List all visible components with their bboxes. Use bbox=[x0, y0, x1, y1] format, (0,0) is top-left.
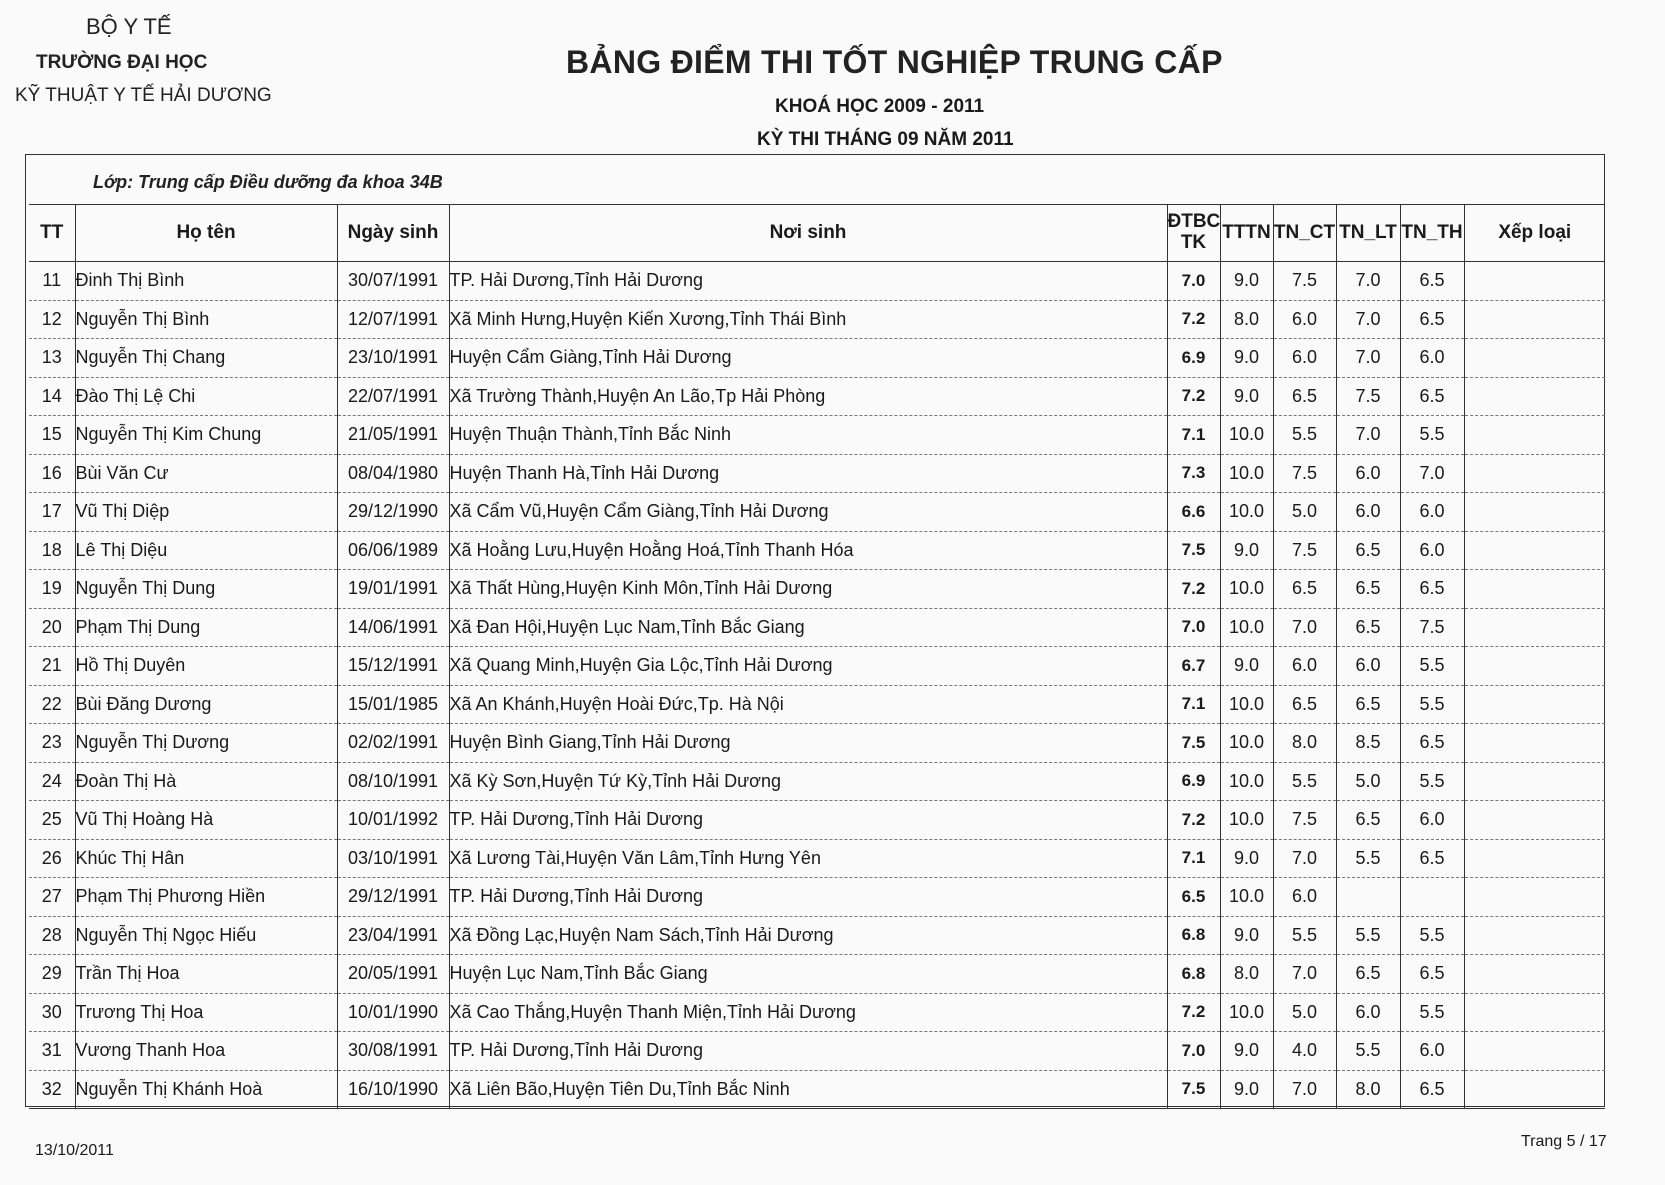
cell-place: Xã Đồng Lạc,Huyện Nam Sách,Tỉnh Hải Dương bbox=[449, 916, 1167, 955]
cell-avg: 6.6 bbox=[1167, 493, 1220, 532]
cell-place: Xã Cẩm Vũ,Huyện Cẩm Giàng,Tỉnh Hải Dương bbox=[449, 493, 1167, 532]
table-row bbox=[29, 493, 1605, 532]
header-avg-line1: ĐTBC bbox=[1167, 211, 1221, 233]
header-tn-ct: TN_CT bbox=[1273, 205, 1336, 262]
cell-tn-lt: 6.0 bbox=[1336, 454, 1400, 493]
org-name-ministry: BỘ Y TẾ bbox=[86, 14, 172, 39]
header-dob: Ngày sinh bbox=[337, 205, 449, 262]
table-row bbox=[29, 1032, 1605, 1071]
cell-tn-ct: 7.0 bbox=[1273, 608, 1336, 647]
cell-tn-ct: 6.0 bbox=[1273, 300, 1336, 339]
grades-table bbox=[29, 204, 1605, 1109]
cell-dob: 23/10/1991 bbox=[337, 339, 449, 378]
cell-tn-ct: 4.0 bbox=[1273, 1032, 1336, 1071]
cell-rank bbox=[1464, 262, 1605, 301]
cell-name: Trần Thị Hoa bbox=[75, 955, 337, 994]
table-row bbox=[29, 262, 1605, 301]
cell-tn-th: 6.0 bbox=[1400, 531, 1464, 570]
cell-dob: 14/06/1991 bbox=[337, 608, 449, 647]
header-rank: Xếp loại bbox=[1464, 205, 1605, 262]
cell-tn-lt: 5.0 bbox=[1336, 762, 1400, 801]
cell-tn-th: 5.5 bbox=[1400, 916, 1464, 955]
cell-name: Vương Thanh Hoa bbox=[75, 1032, 337, 1071]
cell-tn-th: 6.5 bbox=[1400, 839, 1464, 878]
cell-avg: 7.0 bbox=[1167, 1032, 1220, 1071]
cell-tn-lt: 7.0 bbox=[1336, 262, 1400, 301]
cell-tn-lt: 7.0 bbox=[1336, 416, 1400, 455]
cell-dob: 22/07/1991 bbox=[337, 377, 449, 416]
cell-dob: 02/02/1991 bbox=[337, 724, 449, 763]
header-tn-lt: TN_LT bbox=[1336, 205, 1400, 262]
cell-tn-ct: 5.5 bbox=[1273, 416, 1336, 455]
cell-avg: 7.2 bbox=[1167, 377, 1220, 416]
cell-name: Nguyễn Thị Khánh Hoà bbox=[75, 1070, 337, 1109]
cell-rank bbox=[1464, 993, 1605, 1032]
cell-rank bbox=[1464, 724, 1605, 763]
cell-tt: 27 bbox=[29, 878, 75, 917]
cell-tt: 18 bbox=[29, 531, 75, 570]
table-row bbox=[29, 454, 1605, 493]
cell-place: Xã Kỳ Sơn,Huyện Tứ Kỳ,Tỉnh Hải Dương bbox=[449, 762, 1167, 801]
cell-tn-lt: 7.0 bbox=[1336, 339, 1400, 378]
cell-place: Xã Đan Hội,Huyện Lục Nam,Tỉnh Bắc Giang bbox=[449, 608, 1167, 647]
cell-tn-th: 6.5 bbox=[1400, 955, 1464, 994]
cell-tn-lt: 6.5 bbox=[1336, 801, 1400, 840]
cell-rank bbox=[1464, 955, 1605, 994]
cell-place: Xã Thất Hùng,Huyện Kinh Môn,Tỉnh Hải Dương bbox=[449, 570, 1167, 609]
document-subtitle-course: KHOÁ HỌC 2009 - 2011 bbox=[775, 96, 985, 117]
cell-tn-lt: 7.5 bbox=[1336, 377, 1400, 416]
cell-avg: 7.5 bbox=[1167, 724, 1220, 763]
table-row bbox=[29, 1070, 1605, 1109]
cell-dob: 12/07/1991 bbox=[337, 300, 449, 339]
table-row bbox=[29, 955, 1605, 994]
cell-tn-th: 6.5 bbox=[1400, 724, 1464, 763]
cell-tt: 23 bbox=[29, 724, 75, 763]
cell-tttn: 9.0 bbox=[1220, 647, 1273, 686]
org-name-university: TRƯỜNG ĐẠI HỌC bbox=[36, 52, 208, 73]
cell-tn-ct: 7.5 bbox=[1273, 801, 1336, 840]
cell-tn-th: 6.0 bbox=[1400, 339, 1464, 378]
cell-place: Xã An Khánh,Huyện Hoài Đức,Tp. Hà Nội bbox=[449, 685, 1167, 724]
cell-tn-ct: 5.5 bbox=[1273, 762, 1336, 801]
cell-rank bbox=[1464, 647, 1605, 686]
header-place: Nơi sinh bbox=[449, 205, 1167, 262]
cell-place: TP. Hải Dương,Tỉnh Hải Dương bbox=[449, 801, 1167, 840]
header-name: Họ tên bbox=[75, 205, 337, 262]
cell-tt: 12 bbox=[29, 300, 75, 339]
cell-tn-ct: 6.0 bbox=[1273, 647, 1336, 686]
cell-name: Lê Thị Diệu bbox=[75, 531, 337, 570]
cell-rank bbox=[1464, 570, 1605, 609]
cell-tn-ct: 5.5 bbox=[1273, 916, 1336, 955]
table-row bbox=[29, 762, 1605, 801]
cell-tn-lt: 5.5 bbox=[1336, 916, 1400, 955]
cell-tttn: 9.0 bbox=[1220, 377, 1273, 416]
cell-tt: 16 bbox=[29, 454, 75, 493]
table-row bbox=[29, 647, 1605, 686]
cell-tn-lt: 6.5 bbox=[1336, 608, 1400, 647]
cell-tttn: 9.0 bbox=[1220, 916, 1273, 955]
cell-name: Phạm Thị Dung bbox=[75, 608, 337, 647]
cell-name: Đào Thị Lệ Chi bbox=[75, 377, 337, 416]
cell-dob: 21/05/1991 bbox=[337, 416, 449, 455]
cell-tn-lt: 5.5 bbox=[1336, 1032, 1400, 1071]
cell-dob: 29/12/1991 bbox=[337, 878, 449, 917]
cell-place: Huyện Thanh Hà,Tỉnh Hải Dương bbox=[449, 454, 1167, 493]
cell-name: Nguyễn Thị Dung bbox=[75, 570, 337, 609]
header-avg-line2: TK bbox=[1180, 232, 1207, 253]
cell-tn-ct: 8.0 bbox=[1273, 724, 1336, 763]
cell-avg: 7.0 bbox=[1167, 262, 1220, 301]
cell-rank bbox=[1464, 801, 1605, 840]
cell-tn-ct: 7.5 bbox=[1273, 531, 1336, 570]
cell-dob: 19/01/1991 bbox=[337, 570, 449, 609]
header-tn-th: TN_TH bbox=[1400, 205, 1464, 262]
cell-place: Huyện Thuận Thành,Tỉnh Bắc Ninh bbox=[449, 416, 1167, 455]
cell-tt: 21 bbox=[29, 647, 75, 686]
cell-tn-lt: 7.0 bbox=[1336, 300, 1400, 339]
cell-tn-th: 5.5 bbox=[1400, 416, 1464, 455]
cell-avg: 6.5 bbox=[1167, 878, 1220, 917]
cell-avg: 7.2 bbox=[1167, 801, 1220, 840]
cell-place: Huyện Cẩm Giàng,Tỉnh Hải Dương bbox=[449, 339, 1167, 378]
cell-name: Bùi Đăng Dương bbox=[75, 685, 337, 724]
cell-name: Vũ Thị Diệp bbox=[75, 493, 337, 532]
cell-tttn: 8.0 bbox=[1220, 955, 1273, 994]
table-row bbox=[29, 878, 1605, 917]
cell-tn-lt: 6.0 bbox=[1336, 493, 1400, 532]
cell-place: Huyện Bình Giang,Tỉnh Hải Dương bbox=[449, 724, 1167, 763]
cell-tn-ct: 6.5 bbox=[1273, 685, 1336, 724]
footer-date: 13/10/2011 bbox=[35, 1142, 114, 1159]
cell-tn-ct: 7.0 bbox=[1273, 1070, 1336, 1109]
cell-rank bbox=[1464, 878, 1605, 917]
cell-tn-th: 7.0 bbox=[1400, 454, 1464, 493]
cell-tn-ct: 6.5 bbox=[1273, 377, 1336, 416]
cell-avg: 7.1 bbox=[1167, 839, 1220, 878]
cell-avg: 7.2 bbox=[1167, 570, 1220, 609]
cell-tttn: 9.0 bbox=[1220, 1032, 1273, 1071]
org-name-university-full: KỸ THUẬT Y TẾ HẢI DƯƠNG bbox=[15, 85, 272, 106]
cell-dob: 08/10/1991 bbox=[337, 762, 449, 801]
cell-tn-lt: 6.0 bbox=[1336, 993, 1400, 1032]
cell-rank bbox=[1464, 916, 1605, 955]
cell-dob: 16/10/1990 bbox=[337, 1070, 449, 1109]
cell-dob: 23/04/1991 bbox=[337, 916, 449, 955]
cell-avg: 7.3 bbox=[1167, 454, 1220, 493]
cell-rank bbox=[1464, 839, 1605, 878]
cell-dob: 06/06/1989 bbox=[337, 531, 449, 570]
cell-name: Nguyễn Thị Chang bbox=[75, 339, 337, 378]
cell-tn-lt: 6.5 bbox=[1336, 531, 1400, 570]
cell-name: Bùi Văn Cư bbox=[75, 454, 337, 493]
cell-tn-th: 5.5 bbox=[1400, 685, 1464, 724]
cell-tttn: 8.0 bbox=[1220, 300, 1273, 339]
cell-tn-lt: 6.5 bbox=[1336, 955, 1400, 994]
cell-tt: 31 bbox=[29, 1032, 75, 1071]
table-row bbox=[29, 416, 1605, 455]
cell-name: Phạm Thị Phương Hiền bbox=[75, 878, 337, 917]
cell-dob: 08/04/1980 bbox=[337, 454, 449, 493]
cell-name: Nguyễn Thị Dương bbox=[75, 724, 337, 763]
table-row bbox=[29, 531, 1605, 570]
table-row bbox=[29, 801, 1605, 840]
cell-tn-th: 6.0 bbox=[1400, 493, 1464, 532]
cell-tt: 28 bbox=[29, 916, 75, 955]
cell-tttn: 9.0 bbox=[1220, 839, 1273, 878]
cell-place: Xã Hoằng Lưu,Huyện Hoằng Hoá,Tỉnh Thanh Hóa bbox=[449, 531, 1167, 570]
cell-place: Xã Quang Minh,Huyện Gia Lộc,Tỉnh Hải Dương bbox=[449, 647, 1167, 686]
table-row bbox=[29, 377, 1605, 416]
cell-rank bbox=[1464, 685, 1605, 724]
cell-rank bbox=[1464, 339, 1605, 378]
table-row bbox=[29, 839, 1605, 878]
cell-tttn: 9.0 bbox=[1220, 531, 1273, 570]
cell-tt: 24 bbox=[29, 762, 75, 801]
cell-tt: 22 bbox=[29, 685, 75, 724]
cell-name: Hồ Thị Duyên bbox=[75, 647, 337, 686]
cell-name: Đoàn Thị Hà bbox=[75, 762, 337, 801]
cell-dob: 03/10/1991 bbox=[337, 839, 449, 878]
cell-avg: 7.1 bbox=[1167, 416, 1220, 455]
header-avg bbox=[1167, 205, 1220, 262]
cell-tt: 14 bbox=[29, 377, 75, 416]
cell-tttn: 9.0 bbox=[1220, 262, 1273, 301]
cell-tn-th: 5.5 bbox=[1400, 762, 1464, 801]
cell-tttn: 9.0 bbox=[1220, 1070, 1273, 1109]
cell-avg: 7.5 bbox=[1167, 1070, 1220, 1109]
cell-tn-ct: 7.0 bbox=[1273, 839, 1336, 878]
cell-tttn: 10.0 bbox=[1220, 608, 1273, 647]
cell-tn-lt: 6.5 bbox=[1336, 685, 1400, 724]
table-row bbox=[29, 339, 1605, 378]
cell-tn-lt bbox=[1336, 878, 1400, 917]
cell-rank bbox=[1464, 416, 1605, 455]
cell-name: Nguyễn Thị Kim Chung bbox=[75, 416, 337, 455]
cell-place: Xã Trường Thành,Huyện An Lão,Tp Hải Phòng bbox=[449, 377, 1167, 416]
cell-avg: 7.1 bbox=[1167, 685, 1220, 724]
cell-dob: 30/07/1991 bbox=[337, 262, 449, 301]
cell-tn-th: 6.5 bbox=[1400, 262, 1464, 301]
cell-place: TP. Hải Dương,Tỉnh Hải Dương bbox=[449, 262, 1167, 301]
cell-tt: 17 bbox=[29, 493, 75, 532]
cell-tttn: 10.0 bbox=[1220, 762, 1273, 801]
cell-tt: 15 bbox=[29, 416, 75, 455]
cell-tn-th: 7.5 bbox=[1400, 608, 1464, 647]
cell-dob: 20/05/1991 bbox=[337, 955, 449, 994]
cell-tt: 19 bbox=[29, 570, 75, 609]
cell-avg: 7.2 bbox=[1167, 993, 1220, 1032]
cell-avg: 6.9 bbox=[1167, 339, 1220, 378]
cell-avg: 7.2 bbox=[1167, 300, 1220, 339]
cell-place: Xã Cao Thắng,Huyện Thanh Miện,Tỉnh Hải Dương bbox=[449, 993, 1167, 1032]
cell-avg: 6.7 bbox=[1167, 647, 1220, 686]
cell-tt: 30 bbox=[29, 993, 75, 1032]
cell-rank bbox=[1464, 1032, 1605, 1071]
cell-tn-th: 6.0 bbox=[1400, 801, 1464, 840]
cell-tn-ct: 7.5 bbox=[1273, 454, 1336, 493]
cell-tn-th: 6.5 bbox=[1400, 377, 1464, 416]
cell-dob: 30/08/1991 bbox=[337, 1032, 449, 1071]
cell-tn-ct: 7.0 bbox=[1273, 955, 1336, 994]
cell-tttn: 10.0 bbox=[1220, 416, 1273, 455]
cell-tn-th: 6.5 bbox=[1400, 300, 1464, 339]
cell-rank bbox=[1464, 454, 1605, 493]
cell-rank bbox=[1464, 377, 1605, 416]
cell-tn-ct: 5.0 bbox=[1273, 993, 1336, 1032]
cell-avg: 6.9 bbox=[1167, 762, 1220, 801]
cell-rank bbox=[1464, 531, 1605, 570]
cell-tn-th: 6.5 bbox=[1400, 570, 1464, 609]
cell-avg: 6.8 bbox=[1167, 916, 1220, 955]
cell-tttn: 9.0 bbox=[1220, 339, 1273, 378]
table-header-row bbox=[29, 205, 1605, 262]
cell-place: Huyện Lục Nam,Tỉnh Bắc Giang bbox=[449, 955, 1167, 994]
cell-tn-ct: 6.5 bbox=[1273, 570, 1336, 609]
cell-rank bbox=[1464, 762, 1605, 801]
cell-dob: 15/12/1991 bbox=[337, 647, 449, 686]
cell-tttn: 10.0 bbox=[1220, 993, 1273, 1032]
cell-place: TP. Hải Dương,Tỉnh Hải Dương bbox=[449, 878, 1167, 917]
cell-name: Nguyễn Thị Ngọc Hiếu bbox=[75, 916, 337, 955]
cell-rank bbox=[1464, 300, 1605, 339]
document-subtitle-exam: KỲ THI THÁNG 09 NĂM 2011 bbox=[757, 129, 1014, 150]
cell-name: Trương Thị Hoa bbox=[75, 993, 337, 1032]
table-row bbox=[29, 685, 1605, 724]
cell-place: Xã Lương Tài,Huyện Văn Lâm,Tỉnh Hưng Yên bbox=[449, 839, 1167, 878]
cell-avg: 7.0 bbox=[1167, 608, 1220, 647]
cell-dob: 29/12/1990 bbox=[337, 493, 449, 532]
cell-rank bbox=[1464, 493, 1605, 532]
cell-tttn: 10.0 bbox=[1220, 570, 1273, 609]
cell-tt: 13 bbox=[29, 339, 75, 378]
cell-tn-th: 5.5 bbox=[1400, 647, 1464, 686]
cell-name: Vũ Thị Hoàng Hà bbox=[75, 801, 337, 840]
cell-tt: 25 bbox=[29, 801, 75, 840]
document-title: BẢNG ĐIỂM THI TỐT NGHIỆP TRUNG CẤP bbox=[566, 44, 1223, 80]
cell-tn-th: 5.5 bbox=[1400, 993, 1464, 1032]
cell-dob: 10/01/1992 bbox=[337, 801, 449, 840]
cell-tn-th: 6.0 bbox=[1400, 1032, 1464, 1071]
cell-tttn: 10.0 bbox=[1220, 454, 1273, 493]
footer-page-number: Trang 5 / 17 bbox=[1521, 1133, 1607, 1150]
cell-tttn: 10.0 bbox=[1220, 801, 1273, 840]
cell-tn-th bbox=[1400, 878, 1464, 917]
cell-rank bbox=[1464, 1070, 1605, 1109]
cell-tn-th: 6.5 bbox=[1400, 1070, 1464, 1109]
cell-tn-ct: 6.0 bbox=[1273, 339, 1336, 378]
table-row bbox=[29, 724, 1605, 763]
table-row bbox=[29, 916, 1605, 955]
class-label: Lớp: Trung cấp Điều dưỡng đa khoa 34B bbox=[93, 172, 443, 192]
cell-tn-lt: 8.0 bbox=[1336, 1070, 1400, 1109]
cell-tt: 32 bbox=[29, 1070, 75, 1109]
cell-place: Xã Minh Hưng,Huyện Kiến Xương,Tỉnh Thái Bình bbox=[449, 300, 1167, 339]
cell-tn-lt: 6.5 bbox=[1336, 570, 1400, 609]
header-tttn: TTTN bbox=[1220, 205, 1273, 262]
cell-avg: 6.8 bbox=[1167, 955, 1220, 994]
table-row bbox=[29, 570, 1605, 609]
cell-tttn: 10.0 bbox=[1220, 724, 1273, 763]
cell-place: TP. Hải Dương,Tỉnh Hải Dương bbox=[449, 1032, 1167, 1071]
cell-tn-ct: 7.5 bbox=[1273, 262, 1336, 301]
cell-dob: 15/01/1985 bbox=[337, 685, 449, 724]
cell-tn-ct: 6.0 bbox=[1273, 878, 1336, 917]
cell-dob: 10/01/1990 bbox=[337, 993, 449, 1032]
cell-tt: 20 bbox=[29, 608, 75, 647]
table-row bbox=[29, 608, 1605, 647]
cell-tttn: 10.0 bbox=[1220, 878, 1273, 917]
cell-tn-ct: 5.0 bbox=[1273, 493, 1336, 532]
cell-tn-lt: 5.5 bbox=[1336, 839, 1400, 878]
table-row bbox=[29, 993, 1605, 1032]
header-tt: TT bbox=[29, 205, 75, 262]
cell-tttn: 10.0 bbox=[1220, 493, 1273, 532]
cell-tt: 26 bbox=[29, 839, 75, 878]
cell-name: Nguyễn Thị Bình bbox=[75, 300, 337, 339]
cell-avg: 7.5 bbox=[1167, 531, 1220, 570]
cell-tt: 29 bbox=[29, 955, 75, 994]
cell-place: Xã Liên Bão,Huyện Tiên Du,Tỉnh Bắc Ninh bbox=[449, 1070, 1167, 1109]
cell-tttn: 10.0 bbox=[1220, 685, 1273, 724]
table-row bbox=[29, 300, 1605, 339]
cell-rank bbox=[1464, 608, 1605, 647]
cell-tn-lt: 6.0 bbox=[1336, 647, 1400, 686]
cell-tt: 11 bbox=[29, 262, 75, 301]
cell-tn-lt: 8.5 bbox=[1336, 724, 1400, 763]
cell-name: Khúc Thị Hân bbox=[75, 839, 337, 878]
cell-name: Đinh Thị Bình bbox=[75, 262, 337, 301]
